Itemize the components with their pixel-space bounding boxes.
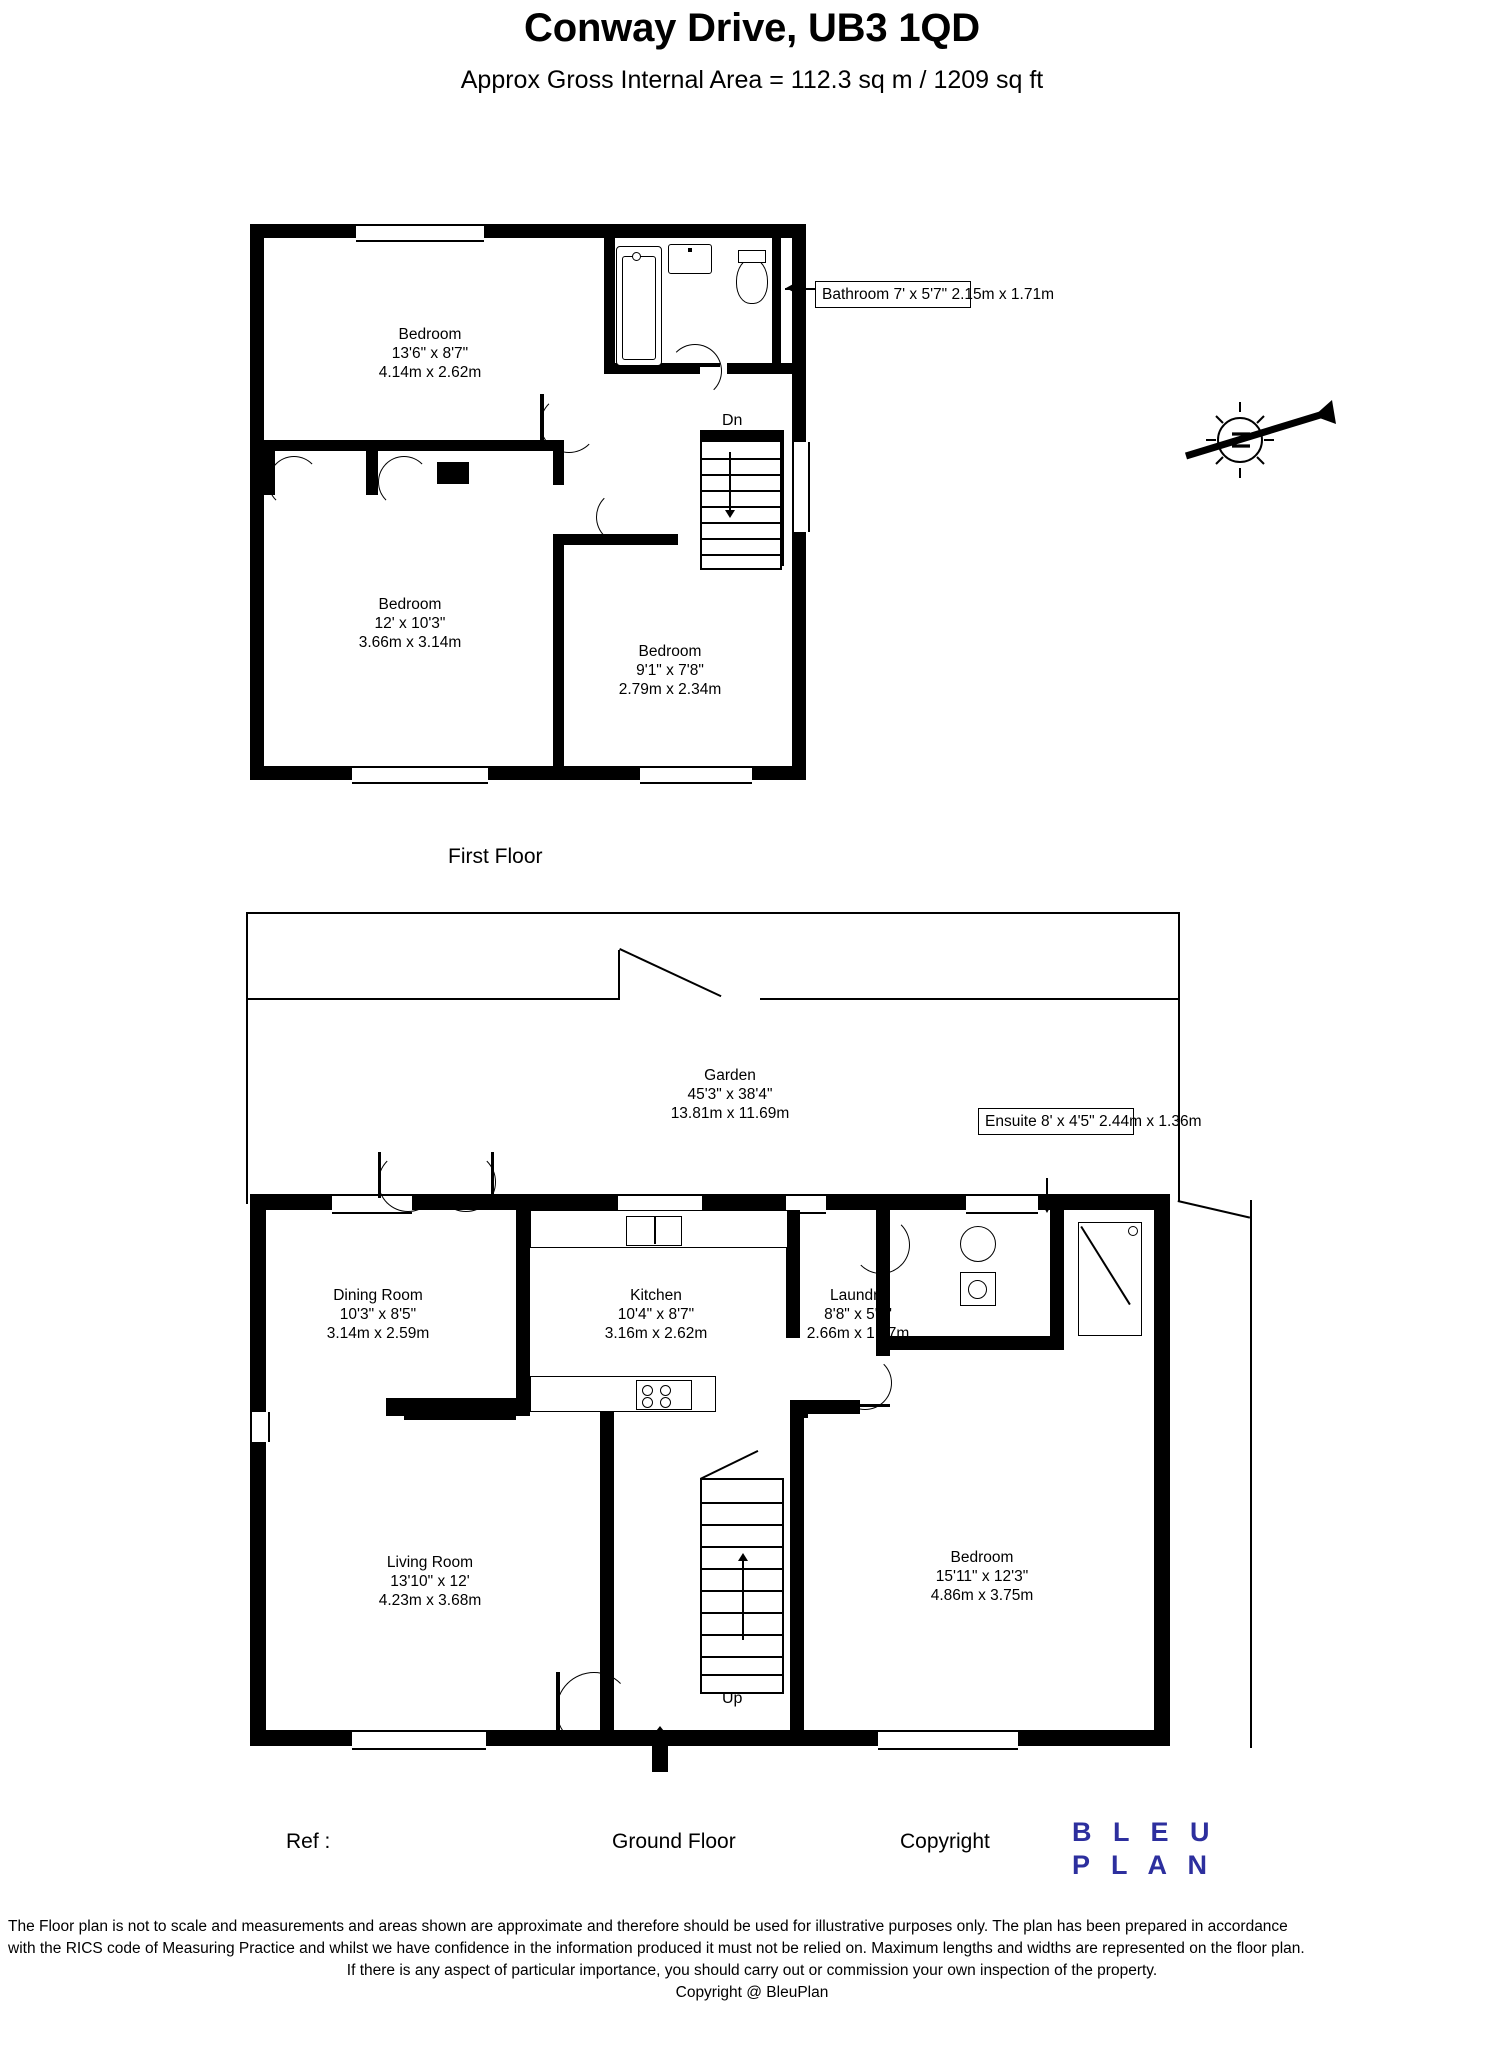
ensuite-leader-arrow [1042,1204,1052,1213]
disclaimer-line-2: with the RICS code of Measuring Practice and whilst we have confidence in the information produced it must not be relied on. Maximum lengths and widths are represented on the floor plan. [8,1940,1305,1957]
compass-rose [1180,390,1340,500]
wall-top-first [250,224,806,238]
door-arc-bedroom1 [540,395,598,453]
room-label-dining-room: Dining Room 10'3" x 8'5" 3.14m x 2.59m [326,1287,430,1342]
kitchen-unit-block-1 [404,1398,516,1420]
stair-up-arrowhead [738,1553,748,1561]
ensuite-wc [960,1226,996,1262]
garden-boundary-notch-1 [618,950,620,1000]
ensuite-shower-head [1128,1226,1138,1236]
door-arc-laundry-bottom [838,1356,892,1410]
bathtub-inner [622,256,656,360]
room-label-kitchen: Kitchen 10'4" x 8'7" 3.16m x 2.62m [604,1287,708,1342]
door-leaf-bathroom [668,363,720,367]
room-label-bedroom-1: Bedroom 13'6" x 8'7" 4.14m x 2.62m [378,326,482,381]
room-label-bedroom-2: Bedroom 12' x 10'3" 3.66m x 3.14m [358,596,462,651]
window-ground-bottom-2 [878,1730,1018,1750]
wall-ensuite-right [1050,1210,1064,1350]
disclaimer-text [8,1916,1496,2004]
kitchen-sink-divider [654,1216,656,1244]
entrance-arrow-head [646,1726,674,1744]
wall-bed-left [790,1414,804,1746]
window-ground-left-1 [250,1412,270,1442]
stair-down-arrowhead [725,510,735,518]
wall-left-ground [250,1194,266,1746]
window-first-top-1 [356,224,484,242]
garden-boundary-notch-3 [760,998,762,1000]
wall-dining-kitchen [516,1210,530,1410]
room-label-bedroom-ground: Bedroom 15'11" x 12'3" 4.86m x 3.75m [930,1549,1034,1604]
door-leaf-laundry [876,1216,879,1272]
garden-boundary-left [246,912,248,1000]
bathroom-leader-arrow [786,283,795,293]
cupboard-block-3 [437,462,469,484]
stair-ground-top-diag [700,1450,758,1480]
callout-ensuite: Ensuite 8' x 4'5" 2.44m x 1.36m [978,1108,1134,1135]
garden-boundary-left-lower [246,998,248,1204]
wall-landing-left [264,440,564,451]
ensuite-basin-bowl [968,1280,987,1299]
page-subtitle: Approx Gross Internal Area = 112.3 sq m / 1209 sq ft [460,66,1044,94]
brand-logo [1072,1816,1217,1882]
cupboard-block-2 [366,451,378,495]
garden-boundary-right [1178,912,1180,1202]
door-arc-bathroom [668,344,722,398]
door-arc-dining-2 [436,1152,496,1212]
wall-right-ground [1154,1194,1170,1746]
sink-detail [688,248,692,252]
hob-burner-1 [642,1385,653,1396]
stair-up-arrow-line [742,1560,744,1640]
wall-left-first [250,224,264,780]
garden-boundary-diagonal [1178,1200,1251,1219]
door-arc-dining-1 [378,1152,438,1212]
door-leaf-bedroom1 [540,394,544,450]
cupboard-shelf-line2 [320,441,374,443]
garden-boundary-notch-diag [619,948,721,997]
cupboard-door-arc-2 [378,456,430,508]
ground-floor-label: Ground Floor [612,1830,736,1853]
garden-boundary-notch-2 [762,998,764,1000]
door-leaf-dining-1 [378,1152,381,1198]
bath-plug-icon [632,252,641,261]
room-label-living-room: Living Room 13'10" x 12' 4.23m x 3.68m [378,1554,482,1609]
wall-stair-top [700,430,784,440]
wc-cistern [738,250,766,263]
door-leaf-dining-2 [491,1152,494,1198]
first-floor-label: First Floor [448,845,543,868]
door-arc-entrance [556,1672,632,1748]
page-title: Conway Drive, UB3 1QD [524,6,980,50]
room-label-laundry: Laundry 8'8" x 5'9" 2.66m x 1.77m [806,1287,910,1342]
garden-boundary-step-h2 [762,998,1180,1000]
disclaimer-line-1: The Floor plan is not to scale and measurements and areas shown are approximate and therefore should be used for illustrative purposes only. The plan has been prepared in accordance [8,1918,1288,1935]
entrance-arrow-shaft [652,1742,668,1772]
wall-bathroom-right [772,238,781,374]
disclaimer-line-4: Copyright @ BleuPlan [675,1984,829,2001]
door-leaf-laundry-bottom [838,1404,890,1407]
room-label-garden: Garden 45'3" x 38'4" 13.81m x 11.69m [670,1067,790,1122]
window-first-bottom-1 [352,766,488,784]
garden-boundary-step-h [248,998,618,1000]
hob-burner-4 [660,1397,671,1408]
disclaimer-line-3: If there is any aspect of particular importance, you should carry out or commission your own inspection of the property. [346,1962,1158,1979]
garden-boundary-right-lower [1250,1200,1252,1748]
wall-living-div [600,1416,614,1466]
door-leaf-entrance [556,1672,560,1730]
cupboard-shelf-line [318,449,380,451]
ref-label: Ref : [286,1830,331,1853]
window-first-right-1 [792,442,810,532]
hob-burner-2 [660,1385,671,1396]
door-leaf-bedroom3 [595,538,647,542]
stair-up-label: Up [722,1690,743,1707]
wc-fixture [736,258,768,304]
hob-burner-3 [642,1397,653,1408]
garden-boundary-top [246,912,1180,914]
callout-bathroom: Bathroom 7' x 5'7" 2.15m x 1.71m [815,281,971,308]
stair-down-label: Dn [722,412,743,429]
window-ground-bottom-1 [352,1730,486,1750]
door-arc-bedroom3 [596,490,650,544]
staircase-first [700,440,782,570]
copyright-label: Copyright [900,1830,990,1853]
compass-north-letter: N [1226,430,1256,450]
room-label-bedroom-3: Bedroom 9'1" x 7'8" 2.79m x 2.34m [618,643,722,698]
stair-down-arrow-line [729,452,731,512]
wall-bathroom-left [604,238,615,374]
window-ground-top-4 [966,1194,1038,1214]
door-arc-laundry [852,1216,910,1274]
brand-line-2: P L A N [1072,1850,1215,1880]
wall-bathroom-bottom2 [727,363,792,374]
cupboard-door-arc-1 [268,456,320,508]
window-first-bottom-2 [640,766,752,784]
wall-living-stub [386,1398,404,1416]
brand-line-1: B L E U [1072,1817,1217,1847]
